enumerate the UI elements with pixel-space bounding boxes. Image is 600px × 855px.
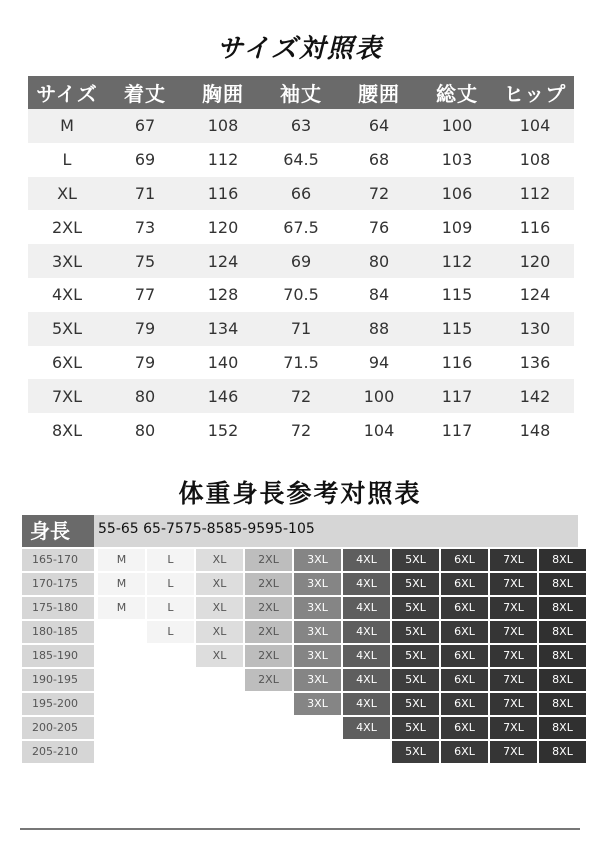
height-range-label: 180-185 [22, 621, 94, 643]
table-cell: 80 [106, 379, 184, 413]
size-cell: 7XL [490, 597, 537, 619]
size-cell: L [147, 549, 194, 571]
size-cell: 7XL [490, 741, 537, 763]
table-cell: 73 [106, 210, 184, 244]
size-cell: 7XL [490, 549, 537, 571]
table-cell: 80 [106, 413, 184, 447]
header-sleeve: 袖丈 [262, 76, 340, 109]
table-cell: 120 [496, 244, 574, 278]
header-size: サイズ [28, 76, 106, 109]
size-cell: 3XL [294, 669, 341, 691]
weight-height-grid [22, 515, 578, 765]
table-cell: 100 [340, 379, 418, 413]
table-cell: 72 [262, 379, 340, 413]
table-cell: 128 [184, 278, 262, 312]
table-row [28, 109, 574, 143]
table-cell: 124 [496, 278, 574, 312]
size-cell: L [147, 573, 194, 595]
table-cell: 88 [340, 312, 418, 346]
table-cell: 72 [262, 413, 340, 447]
table-cell: 116 [418, 346, 496, 380]
size-cell: 2XL [245, 597, 292, 619]
height-corner-label: 身長 [22, 515, 94, 547]
table-cell: 66 [262, 177, 340, 211]
table-cell: 124 [184, 244, 262, 278]
table-cell: M [28, 109, 106, 143]
size-cell: 5XL [392, 717, 439, 739]
size-cell: 3XL [294, 621, 341, 643]
size-cell: 5XL [392, 669, 439, 691]
size-cell: 5XL [392, 573, 439, 595]
height-range-label: 185-190 [22, 645, 94, 667]
size-cell: 6XL [441, 669, 488, 691]
header-total-length: 総丈 [418, 76, 496, 109]
table-cell: 104 [496, 109, 574, 143]
size-cell: 2XL [245, 645, 292, 667]
size-cell: 8XL [539, 621, 586, 643]
table-cell: 70.5 [262, 278, 340, 312]
size-table-header-row [28, 76, 574, 109]
table-cell: 108 [184, 109, 262, 143]
table-row [28, 244, 574, 278]
table-cell: 120 [184, 210, 262, 244]
table-cell: 116 [496, 210, 574, 244]
table-row [28, 346, 574, 380]
size-cell: 3XL [294, 645, 341, 667]
table-cell: 109 [418, 210, 496, 244]
size-cell: 5XL [392, 645, 439, 667]
weight-range-header: 55-65 65-7575-8585-9595-105 [98, 521, 315, 537]
size-chart-title: サイズ対照表 [217, 34, 383, 64]
divider [20, 828, 580, 830]
size-cell: 4XL [343, 693, 390, 715]
header-waist: 腰囲 [340, 76, 418, 109]
table-cell: 134 [184, 312, 262, 346]
size-cell: 8XL [539, 669, 586, 691]
table-cell: 152 [184, 413, 262, 447]
table-cell: 71 [106, 177, 184, 211]
height-range-label: 170-175 [22, 573, 94, 595]
size-cell: XL [196, 573, 243, 595]
table-cell: 136 [496, 346, 574, 380]
size-cell: 8XL [539, 693, 586, 715]
size-cell: 2XL [245, 549, 292, 571]
size-cell: 4XL [343, 645, 390, 667]
size-cell: 4XL [343, 717, 390, 739]
size-cell: 5XL [392, 693, 439, 715]
table-cell: 116 [184, 177, 262, 211]
size-cell: 2XL [245, 573, 292, 595]
table-cell: 112 [418, 244, 496, 278]
table-row [28, 278, 574, 312]
size-cell: 7XL [490, 573, 537, 595]
size-cell: 7XL [490, 717, 537, 739]
size-cell: 6XL [441, 549, 488, 571]
size-cell: 6XL [441, 573, 488, 595]
table-cell: 142 [496, 379, 574, 413]
table-cell: 76 [340, 210, 418, 244]
size-cell: 6XL [441, 645, 488, 667]
height-range-label: 205-210 [22, 741, 94, 763]
size-cell: 3XL [294, 597, 341, 619]
table-cell: 112 [184, 143, 262, 177]
size-cell: XL [196, 549, 243, 571]
table-row [28, 379, 574, 413]
size-cell: 6XL [441, 621, 488, 643]
size-cell: 4XL [343, 621, 390, 643]
table-cell: 115 [418, 312, 496, 346]
table-cell: 77 [106, 278, 184, 312]
size-cell: 7XL [490, 645, 537, 667]
table-cell: 2XL [28, 210, 106, 244]
table-cell: 68 [340, 143, 418, 177]
table-cell: 140 [184, 346, 262, 380]
size-cell: 7XL [490, 621, 537, 643]
table-cell: L [28, 143, 106, 177]
table-cell: 75 [106, 244, 184, 278]
height-range-label: 200-205 [22, 717, 94, 739]
table-cell: 3XL [28, 244, 106, 278]
height-range-label: 190-195 [22, 669, 94, 691]
size-cell: 3XL [294, 549, 341, 571]
size-cell: 2XL [245, 669, 292, 691]
height-range-label: 195-200 [22, 693, 94, 715]
table-cell: 4XL [28, 278, 106, 312]
table-row [28, 413, 574, 447]
table-cell: 79 [106, 312, 184, 346]
size-cell: L [147, 621, 194, 643]
table-cell: 6XL [28, 346, 106, 380]
table-row [28, 210, 574, 244]
size-cell: 5XL [392, 621, 439, 643]
table-cell: 8XL [28, 413, 106, 447]
height-range-label: 165-170 [22, 549, 94, 571]
table-cell: 104 [340, 413, 418, 447]
size-cell: XL [196, 597, 243, 619]
size-cell: 8XL [539, 597, 586, 619]
table-cell: 115 [418, 278, 496, 312]
size-cell: 6XL [441, 717, 488, 739]
table-cell: 72 [340, 177, 418, 211]
size-cell: 4XL [343, 597, 390, 619]
height-range-label: 175-180 [22, 597, 94, 619]
size-cell: M [98, 573, 145, 595]
header-hip: ヒップ [496, 76, 574, 109]
table-cell: 67.5 [262, 210, 340, 244]
table-cell: 148 [496, 413, 574, 447]
size-cell: 5XL [392, 741, 439, 763]
table-cell: 117 [418, 379, 496, 413]
size-cell: 8XL [539, 645, 586, 667]
table-cell: 94 [340, 346, 418, 380]
size-cell: 5XL [392, 597, 439, 619]
table-cell: 130 [496, 312, 574, 346]
size-cell: 6XL [441, 741, 488, 763]
size-cell: 5XL [392, 549, 439, 571]
size-cell: 8XL [539, 573, 586, 595]
table-cell: 64.5 [262, 143, 340, 177]
size-cell: 8XL [539, 549, 586, 571]
size-cell: 8XL [539, 741, 586, 763]
table-cell: 71 [262, 312, 340, 346]
size-cell: M [98, 597, 145, 619]
header-length: 着丈 [106, 76, 184, 109]
table-cell: 63 [262, 109, 340, 143]
table-cell: 69 [262, 244, 340, 278]
table-cell: 5XL [28, 312, 106, 346]
size-cell: 2XL [245, 621, 292, 643]
table-cell: 69 [106, 143, 184, 177]
table-cell: 7XL [28, 379, 106, 413]
size-cell: 4XL [343, 669, 390, 691]
table-row [28, 177, 574, 211]
table-row [28, 312, 574, 346]
table-cell: 108 [496, 143, 574, 177]
size-cell: M [98, 549, 145, 571]
table-cell: 106 [418, 177, 496, 211]
table-cell: 84 [340, 278, 418, 312]
size-cell: 8XL [539, 717, 586, 739]
weight-height-chart-title: 体重身長参考对照表 [178, 479, 422, 508]
table-cell: 117 [418, 413, 496, 447]
size-cell: 3XL [294, 573, 341, 595]
table-cell: XL [28, 177, 106, 211]
size-table [28, 76, 574, 447]
size-cell: 4XL [343, 549, 390, 571]
table-cell: 79 [106, 346, 184, 380]
size-cell: L [147, 597, 194, 619]
table-cell: 71.5 [262, 346, 340, 380]
table-cell: 103 [418, 143, 496, 177]
grid-header [22, 515, 578, 547]
header-chest: 胸囲 [184, 76, 262, 109]
size-cell: 6XL [441, 693, 488, 715]
size-cell: 3XL [294, 693, 341, 715]
table-cell: 64 [340, 109, 418, 143]
table-cell: 67 [106, 109, 184, 143]
size-cell: XL [196, 621, 243, 643]
table-cell: 112 [496, 177, 574, 211]
size-cell: XL [196, 645, 243, 667]
size-cell: 7XL [490, 693, 537, 715]
size-cell: 7XL [490, 669, 537, 691]
size-cell: 4XL [343, 573, 390, 595]
table-row [28, 143, 574, 177]
table-cell: 146 [184, 379, 262, 413]
table-cell: 80 [340, 244, 418, 278]
table-cell: 100 [418, 109, 496, 143]
size-cell: 6XL [441, 597, 488, 619]
